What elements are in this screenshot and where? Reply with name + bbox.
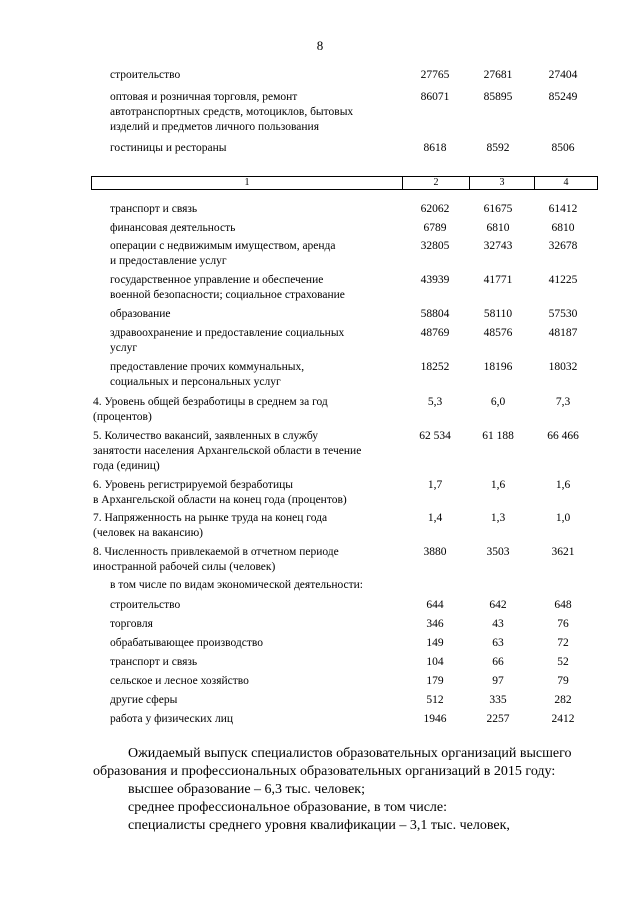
value-col-3: 6810 [486, 222, 510, 234]
value-col-4: 1,6 [555, 479, 571, 491]
value-col-4: 282 [554, 694, 572, 706]
value-col-2: 1,4 [427, 512, 443, 524]
value-col-3: 66 [492, 656, 504, 668]
value-col-4: 61412 [548, 203, 578, 215]
value-col-4: 8506 [551, 142, 575, 154]
row-label: предоставление прочих коммунальных, социальных и персональных услуг [110, 361, 305, 388]
value-col-4: 2412 [551, 713, 575, 725]
value-col-2: 346 [426, 618, 444, 630]
value-col-2: 3880 [423, 546, 447, 558]
row-label: транспорт и связь [110, 203, 198, 215]
value-col-2: 149 [426, 637, 444, 649]
row-label: обрабатывающее производство [110, 637, 263, 649]
value-col-3: 58110 [483, 308, 513, 320]
paragraph-line: среднее профессиональное образование, в том числе: [128, 800, 448, 815]
value-col-4: 41225 [548, 274, 578, 286]
value-col-3: 63 [492, 637, 504, 649]
value-col-2: 18252 [420, 361, 450, 373]
value-col-3: 61675 [483, 203, 513, 215]
value-col-4: 85249 [548, 91, 578, 103]
value-col-4: 7,3 [555, 396, 571, 408]
row-label: здравоохранение и предоставление социальных услуг [110, 327, 345, 354]
row-label: транспорт и связь [110, 656, 198, 668]
row-label: образование [110, 308, 171, 320]
row-label: работа у физических лиц [110, 713, 234, 725]
row-label: сельское и лесное хозяйство [110, 675, 249, 687]
value-col-2: 104 [426, 656, 444, 668]
row-label: строительство [110, 599, 181, 611]
header-col-2: 2 [433, 177, 439, 188]
row-label: оптовая и розничная торговля, ремонт автотранспортных средств, мотоциклов, бытовых изделий и предметов личного пользования [110, 91, 354, 133]
value-col-3: 335 [489, 694, 507, 706]
value-col-4: 52 [557, 656, 569, 668]
paragraph-line: высшее образование – 6,3 тыс. человек; [128, 782, 365, 797]
paragraph-line: специалисты среднего уровня квалификации – 3,1 тыс. человек, [128, 818, 510, 833]
value-col-2: 48769 [420, 327, 450, 339]
value-col-3: 48576 [483, 327, 513, 339]
row-label: другие сферы [110, 694, 178, 706]
row-label: финансовая деятельность [110, 222, 236, 234]
value-col-3: 642 [489, 599, 507, 611]
row-label: 7. Напряженность на рынке труда на конец года (человек на вакансию) [93, 512, 328, 539]
value-col-3: 43 [492, 618, 504, 630]
value-col-4: 48187 [548, 327, 578, 339]
header-col-3: 3 [499, 177, 505, 188]
header-col-4: 4 [563, 177, 569, 188]
row-label: строительство [110, 69, 181, 81]
row-label: 5. Количество вакансий, заявленных в службу занятости населения Архангельской области в течение года (единиц) [93, 430, 362, 472]
value-col-4: 3621 [551, 546, 575, 558]
value-col-4: 32678 [548, 240, 578, 252]
header-col-1: 1 [244, 177, 250, 188]
value-col-2: 86071 [420, 91, 450, 103]
value-col-2: 512 [426, 694, 444, 706]
row-label: операции с недвижимым имуществом, аренда и предоставление услуг [110, 240, 336, 267]
value-col-2: 1946 [423, 713, 447, 725]
value-col-3: 85895 [483, 91, 513, 103]
value-col-4: 18032 [548, 361, 578, 373]
value-col-3: 2257 [486, 713, 510, 725]
row-label: торговля [110, 618, 153, 630]
value-col-2: 43939 [420, 274, 450, 286]
value-col-4: 79 [557, 675, 569, 687]
paragraph-line: образования и профессиональных образовательных организаций в 2015 году: [93, 764, 556, 779]
value-col-3: 27681 [483, 69, 513, 81]
value-col-4: 648 [554, 599, 572, 611]
value-col-4: 57530 [548, 308, 578, 320]
paragraph-line: Ожидаемый выпуск специалистов образовательных организаций высшего [128, 746, 572, 761]
value-col-3: 18196 [483, 361, 513, 373]
value-col-4: 27404 [548, 69, 578, 81]
value-col-2: 8618 [423, 142, 447, 154]
value-col-3: 61 188 [482, 430, 514, 442]
value-col-2: 58804 [420, 308, 450, 320]
value-col-2: 1,7 [427, 479, 443, 491]
value-col-3: 1,3 [490, 512, 506, 524]
value-col-2: 27765 [420, 69, 450, 81]
value-col-3: 6,0 [490, 396, 506, 408]
row-label: 8. Численность привлекаемой в отчетном периоде иностранной рабочей силы (человек) [93, 546, 339, 573]
row-label: государственное управление и обеспечение военной безопасности; социальное страхование [110, 274, 345, 301]
value-col-4: 66 466 [547, 430, 579, 442]
value-col-3: 3503 [486, 546, 510, 558]
value-col-2: 62062 [420, 203, 450, 215]
value-col-3: 97 [492, 675, 504, 687]
value-col-4: 72 [557, 637, 569, 649]
value-col-4: 6810 [551, 222, 575, 234]
row-label: 4. Уровень общей безработицы в среднем за год (процентов) [93, 396, 328, 423]
value-col-2: 5,3 [427, 396, 443, 408]
value-col-2: 6789 [423, 222, 447, 234]
row-label: гостиницы и рестораны [110, 142, 227, 154]
value-col-4: 76 [557, 618, 569, 630]
page-number: 8 [316, 38, 324, 53]
value-col-3: 41771 [483, 274, 513, 286]
row-label: 6. Уровень регистрируемой безработицы в Архангельской области на конец года (процентов) [93, 479, 347, 506]
value-col-3: 1,6 [490, 479, 506, 491]
value-col-3: 32743 [483, 240, 513, 252]
value-col-2: 644 [426, 599, 444, 611]
value-col-4: 1,0 [555, 512, 571, 524]
value-col-3: 8592 [486, 142, 510, 154]
value-col-2: 62 534 [419, 430, 451, 442]
value-col-2: 32805 [420, 240, 450, 252]
value-col-2: 179 [426, 675, 444, 687]
row-label: в том числе по видам экономической деятельности: [110, 579, 363, 591]
table-header [91, 176, 598, 190]
